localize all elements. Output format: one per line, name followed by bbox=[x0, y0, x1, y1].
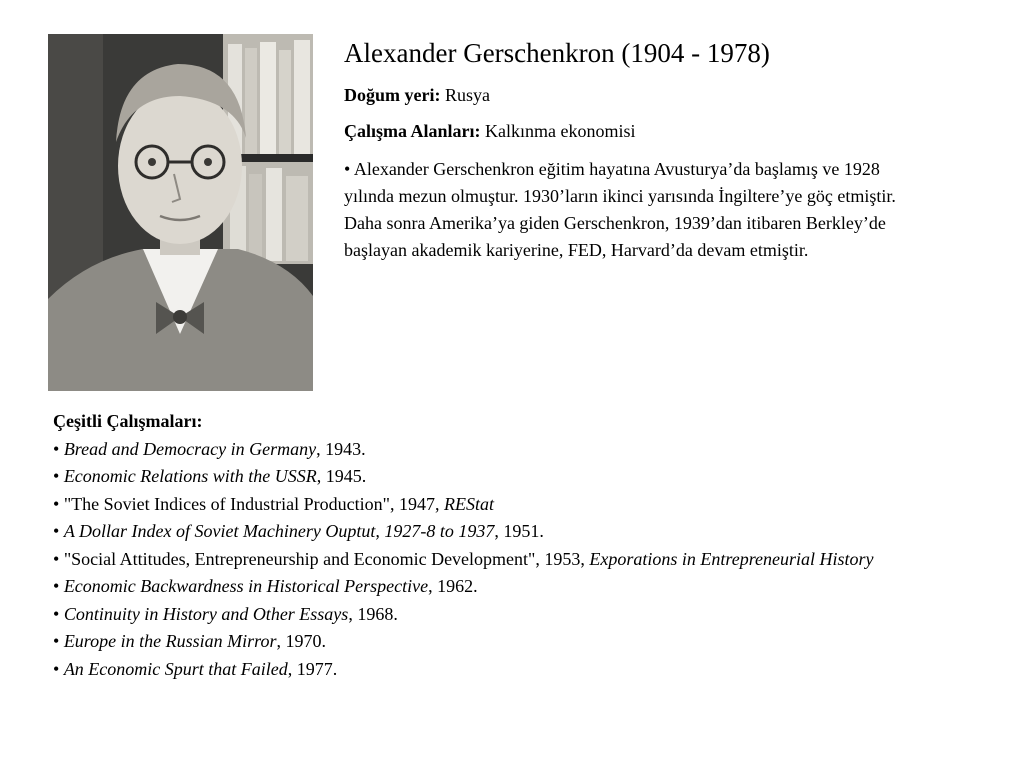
page-title: Alexander Gerschenkron (1904 - 1978) bbox=[344, 38, 770, 68]
work-title: REStat bbox=[443, 493, 494, 514]
work-prefix: "Social Attitudes, Entrepreneurship and Economic Development", 1953, bbox=[63, 548, 590, 569]
fields-value: Kalkınma ekonomisi bbox=[485, 121, 636, 141]
biography-text bbox=[344, 156, 904, 264]
work-title: Continuity in History and Other Essays bbox=[63, 603, 349, 624]
work-suffix: , 1962. bbox=[428, 576, 478, 596]
work-suffix: , 1943. bbox=[316, 438, 366, 459]
work-item: • A Dollar Index of Soviet Machinery Ouptut, 1927-8 to 1937, 1951. bbox=[53, 521, 544, 541]
work-title: A Dollar Index of Soviet Machinery Ouptut, 1927-8 to 1937 bbox=[63, 521, 495, 541]
work-item: • Economic Relations with the USSR, 1945. bbox=[53, 466, 367, 486]
work-title: Europe in the Russian Mirror bbox=[63, 631, 277, 651]
work-suffix: , 1977. bbox=[287, 658, 338, 679]
biography-panel bbox=[344, 36, 904, 264]
bio-bullet: • bbox=[344, 159, 351, 179]
works-list bbox=[53, 408, 903, 683]
portrait-illustration bbox=[48, 34, 313, 391]
fields-row bbox=[344, 120, 904, 142]
work-item: • "The Soviet Indices of Industrial Production", 1947, REStat bbox=[53, 493, 494, 514]
work-title: Exporations in Entrepreneurial History bbox=[589, 548, 874, 569]
work-item: • "Social Attitudes, Entrepreneurship and Economic Development", 1953, Exporations in Entrepreneurial History bbox=[53, 548, 874, 569]
work-prefix: "The Soviet Indices of Industrial Production", 1947, bbox=[63, 493, 444, 514]
works-heading: Çeşitli Çalışmaları: bbox=[53, 411, 203, 431]
work-item: • Bread and Democracy in Germany, 1943. bbox=[53, 438, 366, 459]
work-item: • Europe in the Russian Mirror, 1970. bbox=[53, 631, 326, 651]
birthplace-value: Rusya bbox=[444, 85, 490, 105]
portrait-photo bbox=[48, 34, 313, 391]
work-title: Economic Backwardness in Historical Perspective bbox=[63, 576, 429, 596]
work-suffix: , 1970. bbox=[276, 631, 326, 651]
fields-label: Çalışma Alanları: bbox=[344, 121, 481, 141]
birthplace-label: Doğum yeri: bbox=[344, 85, 441, 105]
work-suffix: , 1945. bbox=[316, 466, 367, 486]
work-title: Bread and Democracy in Germany bbox=[63, 438, 317, 459]
birthplace-row bbox=[344, 84, 904, 106]
work-title: Economic Relations with the USSR bbox=[63, 466, 317, 486]
work-title: An Economic Spurt that Failed bbox=[63, 658, 288, 679]
work-suffix: , 1968. bbox=[348, 603, 398, 624]
work-item: • Economic Backwardness in Historical Perspective, 1962. bbox=[53, 576, 478, 596]
work-item: • Continuity in History and Other Essays, 1968. bbox=[53, 603, 398, 624]
bio-paragraph: Alexander Gerschenkron eğitim hayatına Avusturya’da başlamış ve 1928 yılında mezun olmuştur. 1930’ların ikinci yarısında İngiltere’ye göç etmiştir. Daha sonra Amerika’ya giden Gerschenkron, 1939’dan itibaren Berkley’de başlayan akademik kariyerine, FED, Harvard’da devam etmiştir. bbox=[344, 159, 896, 260]
work-suffix: , 1951. bbox=[494, 521, 544, 541]
work-item: • An Economic Spurt that Failed, 1977. bbox=[53, 658, 338, 679]
